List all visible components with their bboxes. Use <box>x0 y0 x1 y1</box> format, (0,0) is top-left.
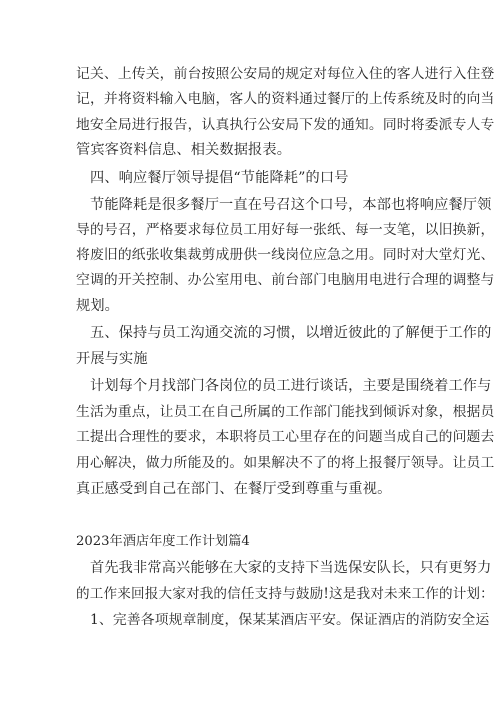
section-heading-5: 五、保持与员工沟通交流的习惯，以增近彼此的了解便于工作的 <box>90 325 492 341</box>
plan-title: 2023年酒店年度工作计划篇4 <box>76 534 250 549</box>
body-text-line: 节能降耗是很多餐厅一直在号召这个口号，本部也将响应餐厅领 <box>90 197 492 213</box>
body-text-line: 规划。 <box>76 298 120 314</box>
list-item: 1、完善各项规章制度，保某某酒店平安。保证酒店的消防安全运 <box>90 612 490 628</box>
body-text-line: 记关、上传关，前台按照公安局的规定对每位入住的客人进行入住登 <box>76 66 495 82</box>
body-text-line: 真正感受到自己在部门、在餐厅受到尊重与重视。 <box>76 481 392 497</box>
section-heading-4: 四、响应餐厅领导提倡“节能降耗”的口号 <box>90 170 349 186</box>
body-text-line: 空调的开关控制、办公室用电、前台部门电脑用电进行合理的调整与 <box>76 272 495 288</box>
body-text-line: 记，并将资料输入电脑，客人的资料通过餐厅的上传系统及时的向当 <box>76 91 495 107</box>
body-text-line: 首先我非常高兴能够在大家的支持下当选保安队长，只有更努力 <box>90 560 492 576</box>
body-text-line: 将废旧的纸张收集裁剪成册供一线岗位应急之用。同时对大堂灯光、 <box>76 247 495 263</box>
body-text-line: 工提出合理性的要求，本职将员工心里存在的问题当成自己的问题去 <box>76 429 495 445</box>
body-text-line: 导的号召，严格要求每位员工用好每一张纸、每一支笔，以旧换新， <box>76 222 495 238</box>
body-text-line: 计划每个月找部门各岗位的员工进行谈话，主要是围绕着工作与 <box>90 378 492 394</box>
body-text-line: 管宾客资料信息、相关数据报表。 <box>76 142 292 158</box>
body-text-line: 的工作来回报大家对我的信任支持与鼓励!这是我对未来工作的计划： <box>76 586 494 602</box>
body-text-line: 地安全局进行报告，认真执行公安局下发的通知。同时将委派专人专 <box>76 117 495 133</box>
body-text-line: 生活为重点，让员工在自己所属的工作部门能找到倾诉对象，根据员 <box>76 404 495 420</box>
body-text-line: 用心解决，做力所能及的。如果解决不了的将上报餐厅领导。让员工 <box>76 455 495 471</box>
section-heading-5-cont: 开展与实施 <box>76 351 148 367</box>
